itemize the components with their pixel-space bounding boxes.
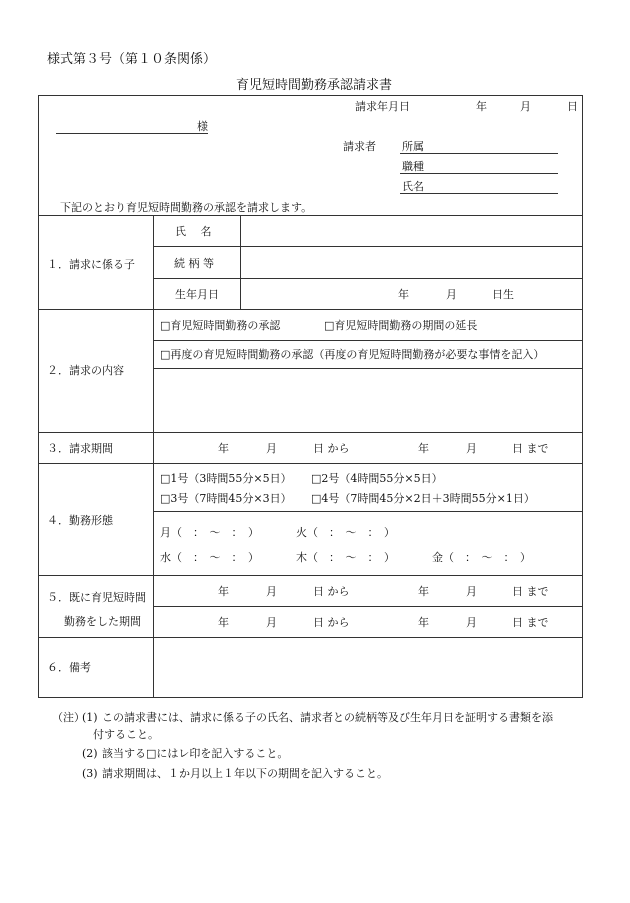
job-label: 職種: [402, 160, 424, 173]
column-divider: [153, 215, 154, 698]
type1-checkbox[interactable]: □1号（3時間55分×5日）: [160, 472, 292, 485]
past1-start-month: 月: [266, 585, 277, 598]
note1-line2: 付すること。: [93, 728, 159, 741]
addressee-line[interactable]: [56, 133, 208, 134]
past1-end-day: 日 まで: [512, 585, 549, 598]
note1-number: (1): [82, 711, 98, 724]
divider: [153, 278, 583, 279]
type3-checkbox[interactable]: □3号（7時間45分×3日）: [160, 492, 292, 505]
past2-start-month: 月: [266, 616, 277, 629]
dept-field[interactable]: [400, 153, 558, 154]
addressee-suffix: 様: [197, 120, 208, 133]
type4-checkbox[interactable]: □4号（7時間45分×2日＋3時間55分×1日）: [311, 492, 535, 505]
thursday-hours[interactable]: 木（ ： ～ ： ）: [296, 551, 395, 564]
dept-label: 所属: [402, 140, 424, 153]
child-name-field[interactable]: [241, 216, 582, 245]
remarks-field[interactable]: [154, 638, 582, 697]
note3-number: (3): [82, 767, 98, 780]
child-name-label: 氏 名: [175, 225, 212, 238]
past2-end-day: 日 まで: [512, 616, 549, 629]
option-reapproval-checkbox[interactable]: □再度の育児短時間勤務の承認（再度の育児短時間勤務が必要な事情を記入）: [160, 348, 545, 361]
divider: [38, 463, 583, 464]
note1-line1: この請求書には、請求に係る子の氏名、請求者との続柄等及び生年月日を証明する書類を添: [102, 711, 553, 724]
divider: [38, 309, 583, 310]
past2-start-day: 日 から: [313, 616, 350, 629]
divider: [38, 432, 583, 433]
request-day-label: 日: [567, 100, 578, 113]
past1-start-day: 日 から: [313, 585, 350, 598]
option-extension-checkbox[interactable]: □育児短時間勤務の期間の延長: [324, 319, 478, 332]
option-approval-checkbox[interactable]: □育児短時間勤務の承認: [160, 319, 281, 332]
note3-text: 請求期間は、１か月以上１年以下の期間を記入すること。: [102, 767, 388, 780]
name-field[interactable]: [400, 193, 558, 194]
request-date-label: 請求年月日: [355, 100, 410, 113]
name-label: 氏名: [402, 180, 424, 193]
past1-end-year: 年: [418, 585, 429, 598]
section6-label: ６．備考: [47, 661, 91, 674]
section5-label-line2: 勤務をした期間: [64, 615, 141, 628]
period-start-day: 日 から: [313, 442, 350, 455]
friday-hours[interactable]: 金（ ： ～ ： ）: [432, 551, 531, 564]
section2-label: ２．請求の内容: [47, 364, 124, 377]
note2-text: 該当する□にはレ印を記入すること。: [102, 747, 289, 760]
notes-prefix: （注）: [52, 711, 85, 724]
birth-month-label: 月: [446, 288, 457, 301]
requester-label: 請求者: [343, 140, 376, 153]
birth-year-label: 年: [398, 288, 409, 301]
section1-label: １．請求に係る子: [47, 258, 135, 271]
page-title: 育児短時間勤務承認請求書: [236, 78, 393, 93]
period-end-year: 年: [418, 442, 429, 455]
divider: [153, 340, 583, 341]
past1-end-month: 月: [466, 585, 477, 598]
section4-label: ４．勤務形態: [47, 514, 113, 527]
request-year-label: 年: [476, 100, 487, 113]
intro-text: 下記のとおり育児短時間勤務の承認を請求します。: [60, 201, 313, 214]
job-field[interactable]: [400, 173, 558, 174]
reason-field[interactable]: [154, 369, 582, 431]
period-start-year: 年: [218, 442, 229, 455]
divider: [153, 511, 583, 512]
request-month-label: 月: [520, 100, 531, 113]
note2-number: (2): [82, 747, 98, 760]
period-end-month: 月: [466, 442, 477, 455]
past1-start-year: 年: [218, 585, 229, 598]
child-birth-label: 生年月日: [175, 288, 219, 301]
child-relation-label: 続 柄 等: [174, 257, 214, 270]
wednesday-hours[interactable]: 水（ ： ～ ： ）: [160, 551, 259, 564]
past2-end-month: 月: [466, 616, 477, 629]
birth-day-label: 日生: [492, 288, 514, 301]
form-number: 様式第３号（第１０条関係）: [47, 52, 217, 67]
divider: [153, 606, 583, 607]
type2-checkbox[interactable]: □2号（4時間55分×5日）: [311, 472, 443, 485]
tuesday-hours[interactable]: 火（ ： ～ ： ）: [296, 526, 395, 539]
period-start-month: 月: [266, 442, 277, 455]
section5-label-line1: ５．既に育児短時間: [47, 591, 146, 604]
monday-hours[interactable]: 月（ ： ～ ： ）: [160, 526, 259, 539]
period-end-day: 日 まで: [512, 442, 549, 455]
child-relation-field[interactable]: [241, 247, 582, 277]
divider: [38, 575, 583, 576]
past2-end-year: 年: [418, 616, 429, 629]
past2-start-year: 年: [218, 616, 229, 629]
section3-label: ３．請求期間: [47, 442, 113, 455]
